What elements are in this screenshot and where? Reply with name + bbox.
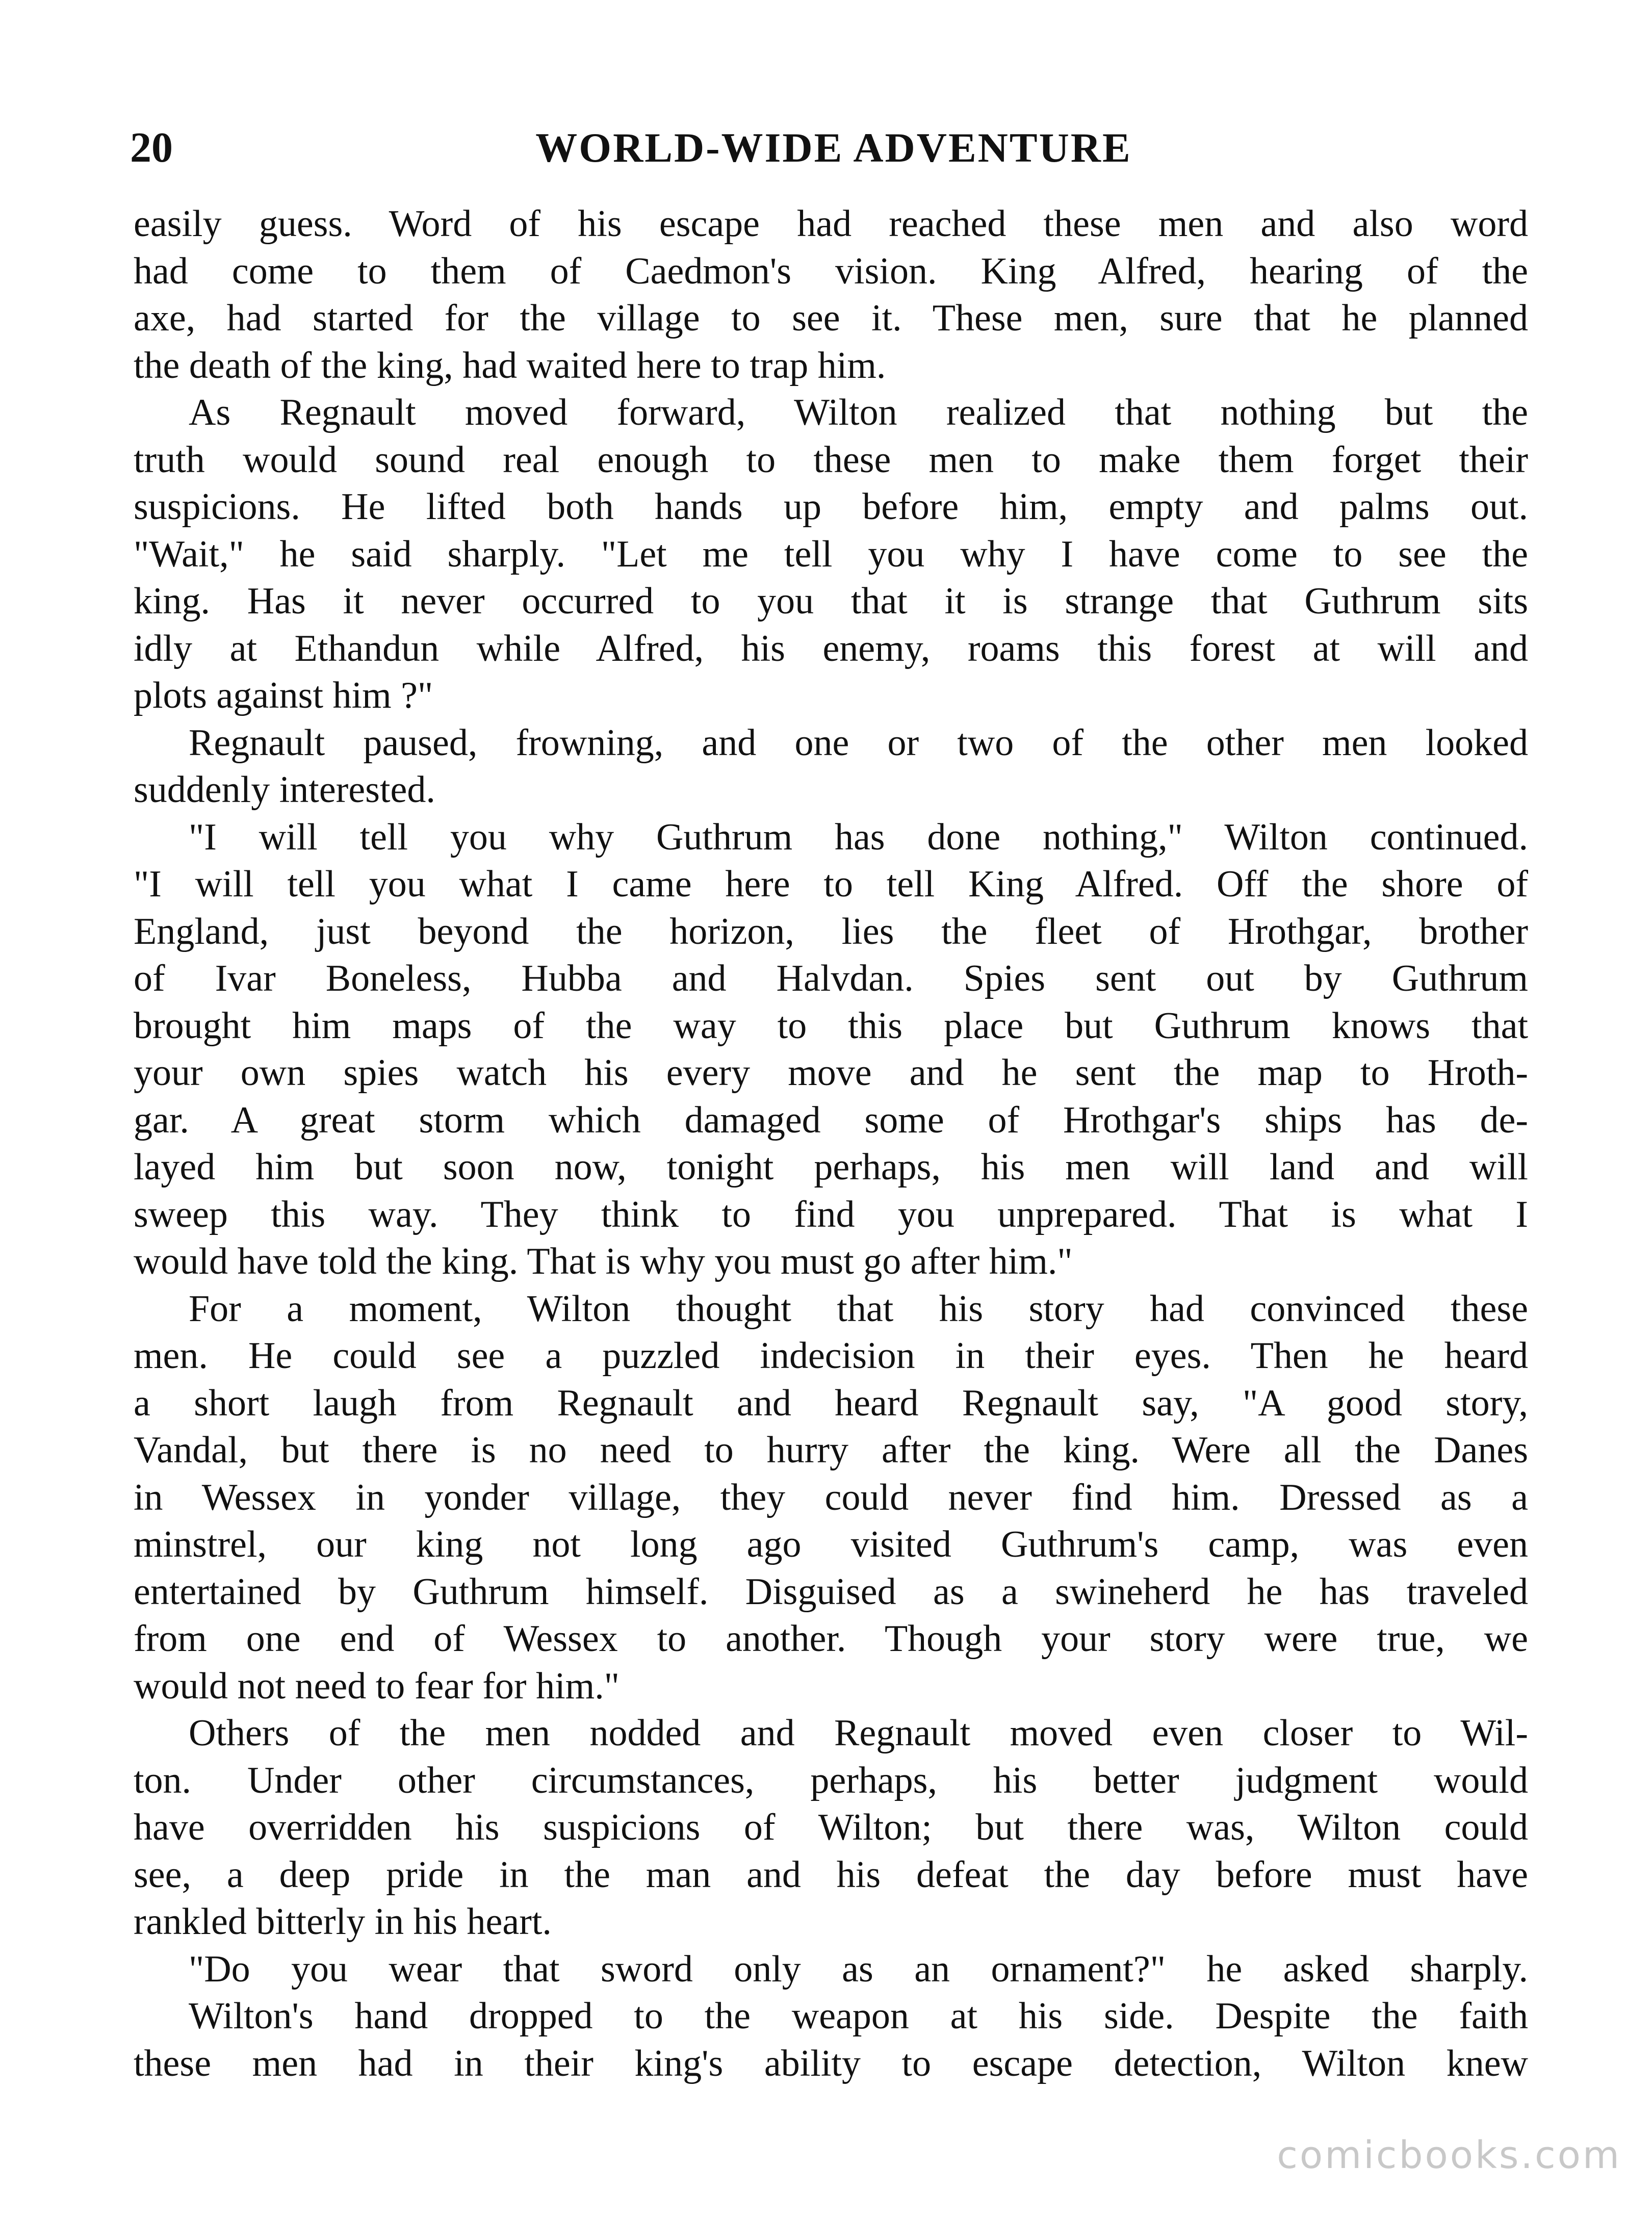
running-title: WORLD-WIDE ADVENTURE — [535, 124, 1132, 171]
text-line: gar. A great storm which damaged some of Hrothgar's ships has de- — [134, 1099, 1528, 1141]
text-line: Wilton's hand dropped to the weapon at his side. Despite the faith — [189, 1995, 1528, 2037]
text-line: "I will tell you what I came here to tell King Alfred. Off the shore of — [134, 863, 1528, 905]
text-line: ton. Under other circumstances, perhaps, his better judgment would — [134, 1759, 1528, 1801]
text-line: idly at Ethandun while Alfred, his enemy, roams this forest at will and — [134, 627, 1528, 669]
text-line: minstrel, our king not long ago visited Guthrum's camp, was even — [134, 1524, 1528, 1565]
text-line: truth would sound real enough to these men to make them forget their — [134, 439, 1528, 481]
page-number: 20 — [130, 124, 173, 171]
text-line: had come to them of Caedmon's vision. King Alfred, hearing of the — [134, 250, 1528, 292]
text-line: layed him but soon now, tonight perhaps, his men will land and will — [134, 1146, 1528, 1188]
text-line: Vandal, but there is no need to hurry after the king. Were all the Danes — [134, 1429, 1528, 1471]
text-line: see, a deep pride in the man and his defeat the day before must have — [134, 1853, 1528, 1896]
text-line: As Regnault moved forward, Wilton realized that nothing but the — [189, 392, 1528, 433]
text-line: brought him maps of the way to this place but Guthrum knows that — [134, 1004, 1528, 1047]
text-line: easily guess. Word of his escape had reached these men and also word — [134, 203, 1528, 245]
text-line: suspicions. He lifted both hands up before him, empty and palms out. — [134, 486, 1528, 528]
page-header — [130, 117, 1537, 178]
text-line: axe, had started for the village to see it. These men, sure that he planned — [134, 297, 1528, 339]
text-line: plots against him ?" — [134, 675, 433, 716]
text-line: have overridden his suspicions of Wilton; but there was, Wilton could — [134, 1807, 1528, 1848]
watermark: comicbooks.com — [1277, 2133, 1621, 2177]
text-line: king. Has it never occurred to you that it is strange that Guthrum sits — [134, 580, 1528, 622]
text-line: Others of the men nodded and Regnault moved even closer to Wil- — [189, 1712, 1528, 1754]
text-line: "Do you wear that sword only as an ornament?" he asked sharply. — [189, 1948, 1528, 1990]
text-line: "I will tell you why Guthrum has done nothing," Wilton continued. — [189, 816, 1528, 858]
text-line: from one end of Wessex to another. Though your story were true, we — [134, 1618, 1528, 1660]
text-line: men. He could see a puzzled indecision in their eyes. Then he heard — [134, 1335, 1528, 1377]
text-line: suddenly interested. — [134, 769, 435, 811]
text-line: a short laugh from Regnault and heard Regnault say, "A good story, — [134, 1382, 1528, 1424]
text-line: your own spies watch his every move and he sent the map to Hroth- — [134, 1052, 1528, 1094]
text-line: "Wait," he said sharply. "Let me tell you why I have come to see the — [134, 533, 1528, 575]
text-line: entertained by Guthrum himself. Disguised as a swineherd he has traveled — [134, 1570, 1528, 1613]
text-line: in Wessex in yonder village, they could never find him. Dressed as a — [134, 1476, 1528, 1518]
text-line: of Ivar Boneless, Hubba and Halvdan. Spies sent out by Guthrum — [134, 958, 1528, 999]
text-line: the death of the king, had waited here to trap him. — [134, 344, 886, 386]
text-line: would not need to fear for him." — [134, 1665, 620, 1707]
text-line: would have told the king. That is why you must go after him." — [134, 1241, 1073, 1282]
body-text — [134, 200, 1528, 2087]
text-line: For a moment, Wilton thought that his story had convinced these — [189, 1287, 1528, 1330]
text-line: sweep this way. They think to find you unprepared. That is what I — [134, 1193, 1528, 1235]
text-line: rankled bitterly in his heart. — [134, 1901, 552, 1943]
text-line: these men had in their king's ability to escape detection, Wilton knew — [134, 2042, 1528, 2084]
text-line: England, just beyond the horizon, lies the fleet of Hrothgar, brother — [134, 910, 1528, 952]
text-line: Regnault paused, frowning, and one or two of the other men looked — [189, 721, 1528, 764]
